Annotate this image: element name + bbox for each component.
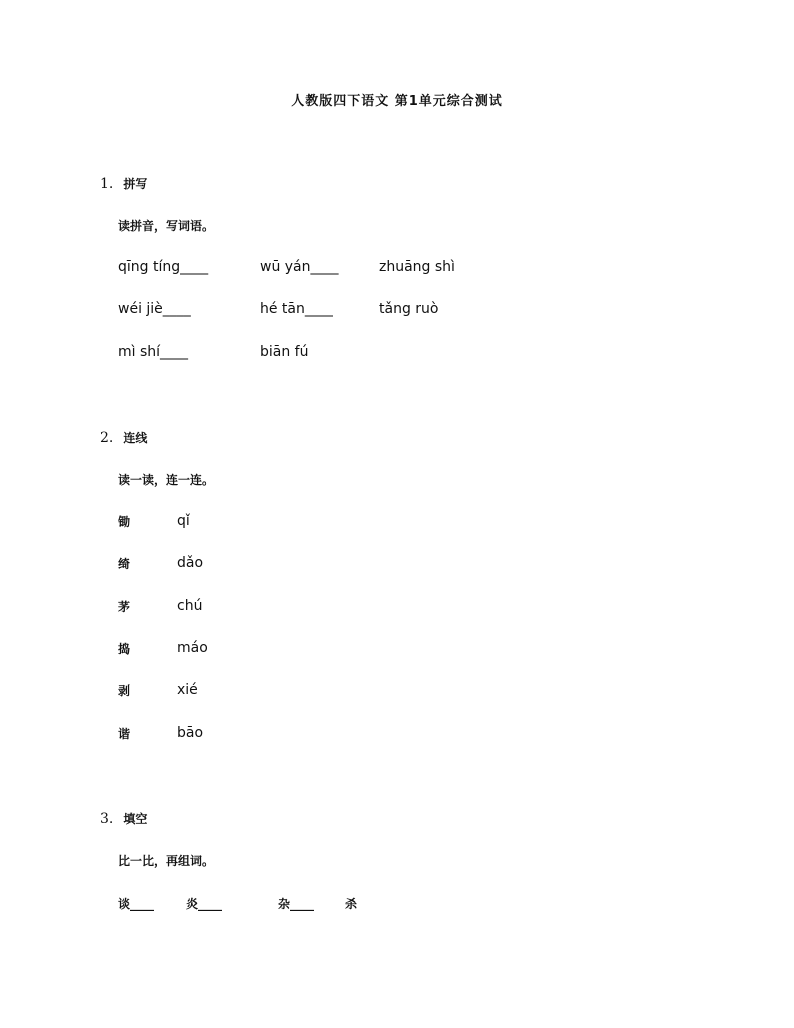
match-pinyin: qǐ [177, 513, 190, 529]
section-1-instruction: 读拼音，写词语。 [118, 219, 215, 233]
section-1-header [100, 175, 147, 192]
section-3-header [100, 810, 147, 827]
pinyin-item: tǎng ruò [379, 301, 439, 317]
pinyin-item: biān fú [260, 344, 309, 360]
section-2-header [100, 429, 147, 446]
pinyin-item: qīng tíng____ [118, 259, 209, 275]
pinyin-item: mì shí____ [118, 344, 189, 360]
pinyin-item: zhuāng shì [379, 259, 455, 275]
match-pinyin: dǎo [177, 555, 204, 571]
section-name: 填空 [123, 812, 148, 826]
fill-item: 杀 [345, 897, 358, 911]
match-char: 谐 [118, 727, 131, 741]
match-char: 绮 [118, 557, 131, 571]
match-char: 剥 [118, 684, 131, 698]
page-title: 人教版四下语文 第1单元综合测试 [291, 94, 503, 109]
fill-item: 谈____ [118, 897, 155, 911]
section-name: 连线 [123, 431, 148, 445]
pinyin-item: wū yán____ [260, 259, 339, 275]
match-char: 捣 [118, 642, 131, 656]
section-number: 3. [100, 811, 114, 827]
match-char: 锄 [118, 515, 131, 529]
fill-item: 杂____ [278, 897, 315, 911]
section-3-instruction: 比一比，再组词。 [118, 854, 215, 868]
match-pinyin: máo [177, 640, 208, 656]
section-number: 2. [100, 430, 114, 446]
match-char: 茅 [118, 600, 131, 614]
pinyin-item: wéi jiè____ [118, 301, 191, 317]
match-pinyin: chú [177, 598, 203, 614]
section-2-instruction: 读一读，连一连。 [118, 473, 215, 487]
pinyin-item: hé tān____ [260, 301, 333, 317]
section-number: 1. [100, 176, 114, 192]
match-pinyin: xié [177, 682, 198, 698]
section-name: 拼写 [123, 177, 148, 191]
fill-item: 炎____ [186, 897, 223, 911]
match-pinyin: bāo [177, 725, 204, 741]
